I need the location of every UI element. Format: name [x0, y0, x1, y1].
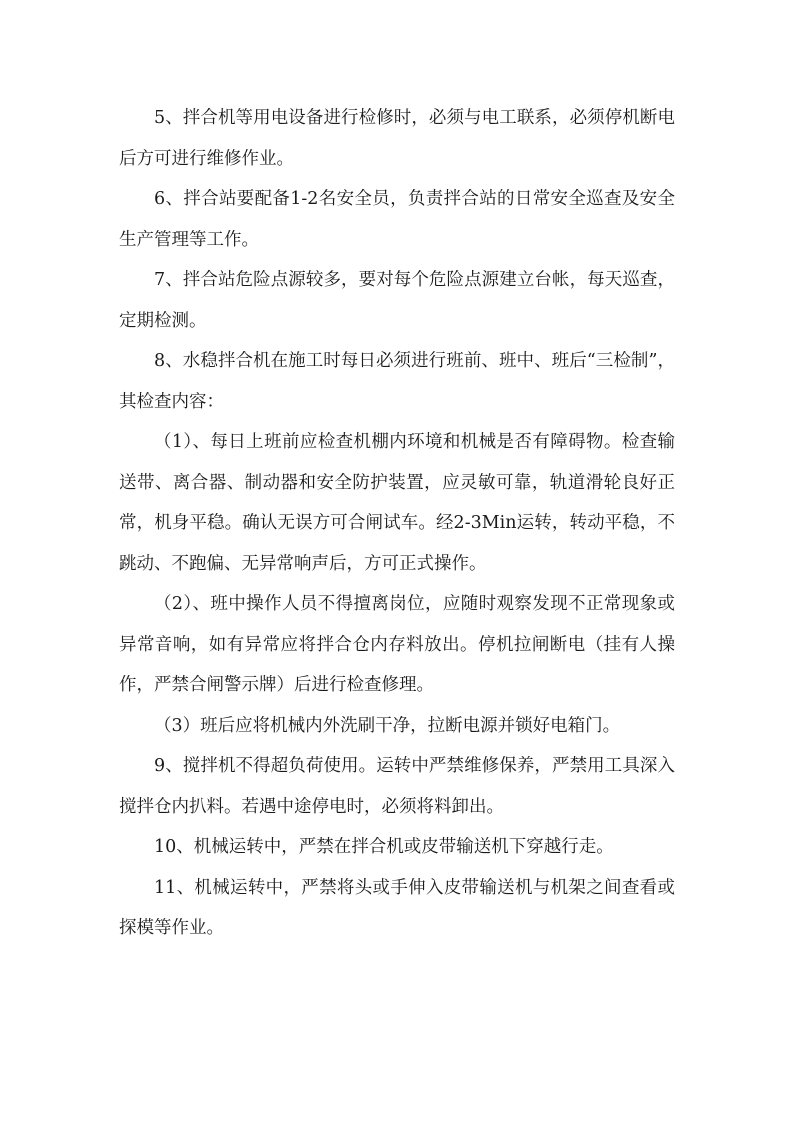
paragraph-item-6: 6、拌合站要配备1-2名安全员，负责拌合站的日常安全巡查及安全生产管理等工作。	[119, 189, 675, 250]
paragraph-item-8: 8、水稳拌合机在施工时每日必须进行班前、班中、班后“三检制”，其检查内容：	[119, 351, 675, 412]
paragraph-item-9: 9、搅拌机不得超负荷使用。运转中严禁维修保养，严禁用工具深入搅拌仓内扒料。若遇中途停电时，必须将料卸出。	[119, 756, 675, 817]
paragraph-item-5: 5、拌合机等用电设备进行检修时，必须与电工联系，必须停机断电后方可进行维修作业。	[119, 108, 675, 169]
paragraph-item-11: 11、机械运转中，严禁将头或手伸入皮带输送机与机架之间查看或探模等作业。	[119, 877, 675, 938]
paragraph-subitem-2: （2）、班中操作人员不得擅离岗位，应随时观察发现不正常现象或异常音响，如有异常应将拌合仓内存料放出。停机拉闸断电（挂有人操作，严禁合闸警示牌）后进行检查修理。	[119, 594, 675, 695]
paragraph-item-10: 10、机械运转中，严禁在拌合机或皮带输送机下穿越行走。	[154, 837, 614, 857]
document-body	[119, 98, 675, 949]
paragraph-subitem-3: （3）班后应将机械内外洗刷干净，拉断电源并锁好电箱门。	[154, 715, 621, 736]
paragraph-subitem-1: （1）、每日上班前应检查机棚内环境和机械是否有障碍物。检查输送带、离合器、制动器和安全防护装置，应灵敏可靠，轨道滑轮良好正常，机身平稳。确认无误方可合闸试车。经2-3Min运转，转动平稳，不跳动、不跑偏、无异常响声后，方可正式操作。	[119, 432, 675, 574]
paragraph-item-7: 7、拌合站危险点源较多，要对每个危险点源建立台帐，每天巡查，定期检测。	[119, 270, 675, 331]
